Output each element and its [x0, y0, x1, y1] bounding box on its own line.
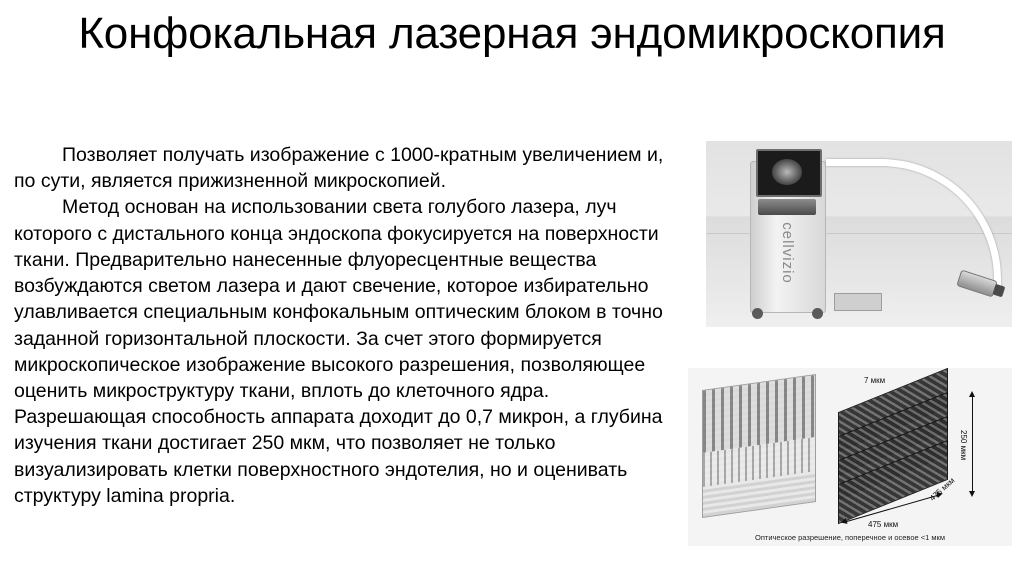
label-field-depth: 475 мкм [928, 475, 957, 503]
device-monitor [756, 149, 822, 197]
label-slice-thickness: 7 мкм [864, 376, 886, 385]
device-brand-label: cellvizio [779, 222, 796, 284]
cart-wheel-right [812, 308, 823, 319]
body-text [14, 142, 686, 509]
depth-arrow [972, 396, 973, 492]
paragraph-1: Позволяет получать изображение с 1000-кратным увеличением и, по сути, является прижизненной микроскопией. [14, 144, 664, 193]
figure-caption: Оптическое разрешение, поперечное и осевое <1 мкм [755, 533, 945, 542]
page-title: Конфокальная лазерная эндомикроскопия [78, 9, 946, 58]
paragraph-2: Метод основан на использовании света голубого лазера, луч которого с дистального конца эндоскопа фокусируется на поверхности ткани. Предварительно нанесенные флуоресцентные вещества возбуждаются светом лазера и дают свечение, которое избирательно улавливается специальным конфокальным оптическим блоком в точно заданной горизонтальной плоскости. За счет этого формируется микроскопическое изображение высокого разрешения, позволяющее оценить микроструктуру ткани, вплоть до клеточного ядра. Разрешающая способность аппарата доходит до 0,7 микрон, а глубина изучения ткани достигает 250 мкм, что позволяет не только визуализировать клетки поверхностного эндотелия, но и оценивать структуру lamina propria. [14, 196, 663, 507]
label-field-width: 475 мкм [868, 520, 899, 529]
figure-optical-sections [688, 368, 1012, 546]
cart-wheel-left [752, 308, 763, 319]
device-control-panel [758, 199, 816, 215]
label-depth: 250 мкм [959, 430, 968, 461]
tissue-block-diagram [702, 374, 816, 518]
figure-endomicroscopy-unit [706, 141, 1012, 327]
device-accessory-box [834, 293, 882, 311]
